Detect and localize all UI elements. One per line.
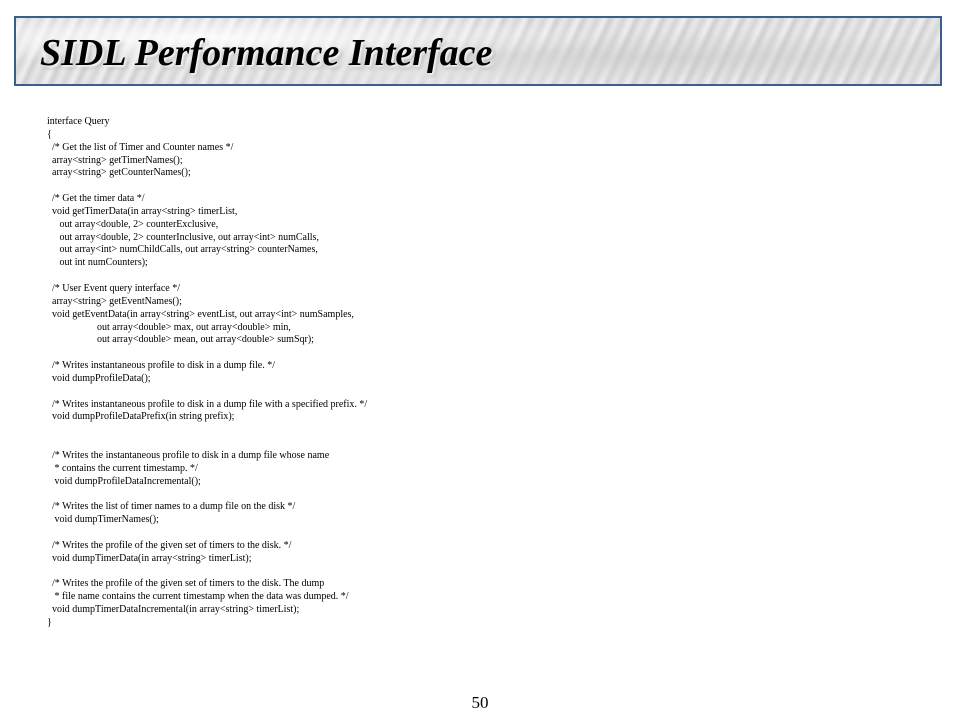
code-line bbox=[47, 347, 927, 360]
code-line: /* Writes instantaneous profile to disk in a dump file with a specified prefix. */ bbox=[47, 398, 368, 410]
code-line bbox=[47, 527, 927, 540]
code-line: void getTimerData(in array<string> timerList, bbox=[47, 205, 238, 217]
code-line bbox=[47, 437, 927, 450]
code-line: /* User Event query interface */ bbox=[47, 282, 181, 294]
code-line bbox=[47, 424, 927, 437]
code-line: /* Writes instantaneous profile to disk in a dump file. */ bbox=[47, 360, 275, 372]
code-line: void dumpTimerData(in array<string> timerList); bbox=[47, 552, 252, 564]
code-line: void dumpProfileDataPrefix(in string prefix); bbox=[47, 411, 235, 423]
code-line: array<string> getEventNames(); bbox=[47, 295, 182, 307]
code-line: out array<double, 2> counterExclusive, bbox=[47, 218, 219, 230]
slide-title: SIDL Performance Interface bbox=[40, 32, 493, 74]
title-banner bbox=[14, 16, 942, 86]
code-line bbox=[47, 566, 927, 579]
code-line: out array<double> max, out array<double> min, bbox=[47, 321, 291, 333]
code-line: * file name contains the current timestamp when the data was dumped. */ bbox=[47, 591, 349, 603]
code-block bbox=[47, 116, 927, 630]
code-line: /* Writes the list of timer names to a dump file on the disk */ bbox=[47, 501, 296, 513]
code-line: /* Writes the instantaneous profile to disk in a dump file whose name bbox=[47, 449, 330, 461]
code-line: } bbox=[47, 616, 52, 628]
code-line: interface Query bbox=[47, 116, 110, 127]
code-line: void dumpProfileDataIncremental(); bbox=[47, 475, 201, 487]
code-line: out array<double> mean, out array<double> sumSqr); bbox=[47, 334, 314, 346]
code-line: out array<int> numChildCalls, out array<string> counterNames, bbox=[47, 244, 318, 256]
code-line: out array<double, 2> counterInclusive, out array<int> numCalls, bbox=[47, 231, 319, 243]
code-line: out int numCounters); bbox=[47, 257, 148, 269]
code-line bbox=[47, 180, 927, 193]
code-line: /* Writes the profile of the given set of timers to the disk. */ bbox=[47, 539, 292, 551]
code-line bbox=[47, 386, 927, 399]
code-line: /* Writes the profile of the given set of timers to the disk. The dump bbox=[47, 578, 325, 590]
code-line: { bbox=[47, 128, 52, 140]
code-line: void dumpTimerDataIncremental(in array<string> timerList); bbox=[47, 604, 300, 616]
code-line: void getEventData(in array<string> eventList, out array<int> numSamples, bbox=[47, 308, 354, 320]
code-line: /* Get the list of Timer and Counter names */ bbox=[47, 141, 234, 153]
code-line: array<string> getTimerNames(); bbox=[47, 154, 183, 166]
code-line: * contains the current timestamp. */ bbox=[47, 462, 198, 474]
code-line bbox=[47, 488, 927, 501]
page-number: 50 bbox=[471, 693, 489, 712]
code-line: array<string> getCounterNames(); bbox=[47, 167, 191, 179]
code-line: void dumpTimerNames(); bbox=[47, 514, 159, 526]
code-line: void dumpProfileData(); bbox=[47, 372, 151, 384]
code-line: /* Get the timer data */ bbox=[47, 193, 145, 205]
code-line bbox=[47, 270, 927, 283]
